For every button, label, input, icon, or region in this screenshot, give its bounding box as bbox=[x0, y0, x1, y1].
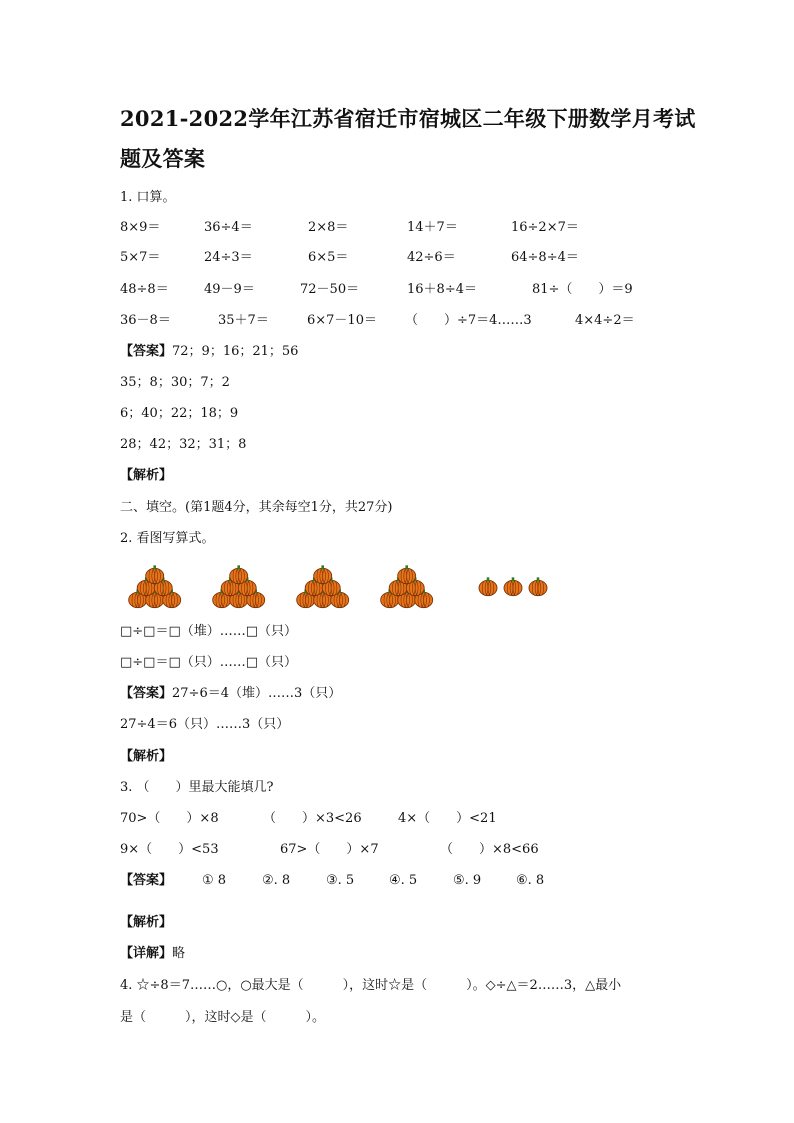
document-title-line2: 题及答案 bbox=[120, 146, 206, 171]
q2-answer: 27÷4＝6（只）……3（只） bbox=[120, 717, 290, 732]
pumpkin-icon bbox=[529, 577, 547, 595]
q2-heading: 2. 看图写算式。 bbox=[120, 531, 215, 546]
q1-item: 48÷8＝ bbox=[120, 282, 169, 297]
q3-detail-text: 略 bbox=[172, 946, 186, 961]
q2-answer: 27÷6＝4（堆）……3（只） bbox=[172, 686, 342, 701]
document-title-line1: 2021-2022学年江苏省宿迁市宿城区二年级下册数学月考试 bbox=[120, 106, 696, 131]
q2-blank-equation: □÷□＝□（堆）……□（只） bbox=[120, 624, 298, 639]
answer-tag: 【答案】 bbox=[120, 686, 173, 701]
q2-answer-line bbox=[120, 686, 341, 702]
q1-item: 6×7－10＝ bbox=[307, 313, 377, 328]
q1-answer-row: 35；8；30；7；2 bbox=[120, 375, 230, 390]
q1-item: 24÷3＝ bbox=[204, 250, 253, 265]
q3-answer: ②. 8 bbox=[262, 873, 291, 888]
q1-item: 14＋7＝ bbox=[407, 220, 458, 235]
q1-item: 36－8＝ bbox=[120, 313, 171, 328]
q3-answer: ⑥. 8 bbox=[516, 873, 545, 888]
pumpkin-icon bbox=[230, 565, 248, 583]
pumpkin-icon bbox=[314, 565, 332, 583]
q3-item: （ ）×3<26 bbox=[263, 811, 362, 826]
answer-tag: 【答案】 bbox=[120, 344, 173, 359]
pumpkin-icon bbox=[398, 565, 416, 583]
analysis-tag: 【解析】 bbox=[120, 915, 173, 930]
q1-item: 16＋8÷4＝ bbox=[407, 282, 477, 297]
q1-item: 5×7＝ bbox=[120, 250, 161, 265]
q3-answer: ③. 5 bbox=[326, 873, 355, 888]
q4-line: 4. ☆÷8＝7……○，○最大是（ ），这时☆是（ ）。◇÷△＝2……3，△最小 bbox=[120, 978, 622, 993]
q1-item: 16÷2×7＝ bbox=[511, 220, 579, 235]
q3-answer: ④. 5 bbox=[389, 873, 418, 888]
pumpkin-icon bbox=[146, 565, 164, 583]
q1-answer-row: 28；42；32；31；8 bbox=[120, 437, 247, 452]
pumpkin-icon bbox=[479, 577, 497, 595]
q1-item: 2×8＝ bbox=[308, 220, 349, 235]
section2-heading: 二、填空。(第1题4分，其余每空1分，共27分) bbox=[120, 500, 393, 515]
q3-answer: ① 8 bbox=[202, 873, 227, 888]
q3-detail-line bbox=[120, 946, 185, 962]
q1-item: 4×4÷2＝ bbox=[575, 313, 635, 328]
q1-item: 72－50＝ bbox=[300, 282, 360, 297]
q3-heading: 3. （ ）里最大能填几? bbox=[120, 780, 274, 795]
q1-item: 8×9＝ bbox=[120, 220, 161, 235]
analysis-tag: 【解析】 bbox=[120, 749, 173, 764]
q1-heading: 1. 口算。 bbox=[120, 190, 176, 205]
q1-item: 49－9＝ bbox=[204, 282, 255, 297]
q3-answer: ⑤. 9 bbox=[453, 873, 482, 888]
q1-item: 42÷6＝ bbox=[407, 250, 456, 265]
analysis-tag: 【解析】 bbox=[120, 468, 173, 483]
detail-tag: 【详解】 bbox=[120, 946, 173, 961]
q1-answer-row: 72；9；16；21；56 bbox=[172, 344, 299, 359]
q1-answer-row: 6；40；22；18；9 bbox=[120, 406, 239, 421]
q2-blank-equation: □÷□＝□（只）……□（只） bbox=[120, 655, 298, 670]
q3-item: 67>（ ）×7 bbox=[280, 842, 379, 857]
pumpkin-illustration bbox=[126, 560, 556, 614]
q1-item: （ ）÷7＝4……3 bbox=[405, 313, 532, 328]
q1-item: 81÷（ ）＝9 bbox=[532, 282, 633, 297]
q1-answer-line bbox=[120, 344, 298, 360]
q1-item: 36÷4＝ bbox=[204, 220, 253, 235]
q3-item: 9×（ ）<53 bbox=[120, 842, 219, 857]
q3-item: 4×（ ）<21 bbox=[398, 811, 497, 826]
pumpkin-icon bbox=[504, 577, 522, 595]
q1-item: 64÷8÷4＝ bbox=[511, 250, 579, 265]
q4-line: 是（ ），这时◇是（ ）。 bbox=[120, 1010, 325, 1025]
q3-item: （ ）×8<66 bbox=[440, 842, 539, 857]
q1-item: 6×5＝ bbox=[308, 250, 349, 265]
q1-item: 35＋7＝ bbox=[218, 313, 269, 328]
q3-item: 70>（ ）×8 bbox=[120, 811, 219, 826]
answer-tag: 【答案】 bbox=[120, 873, 173, 888]
